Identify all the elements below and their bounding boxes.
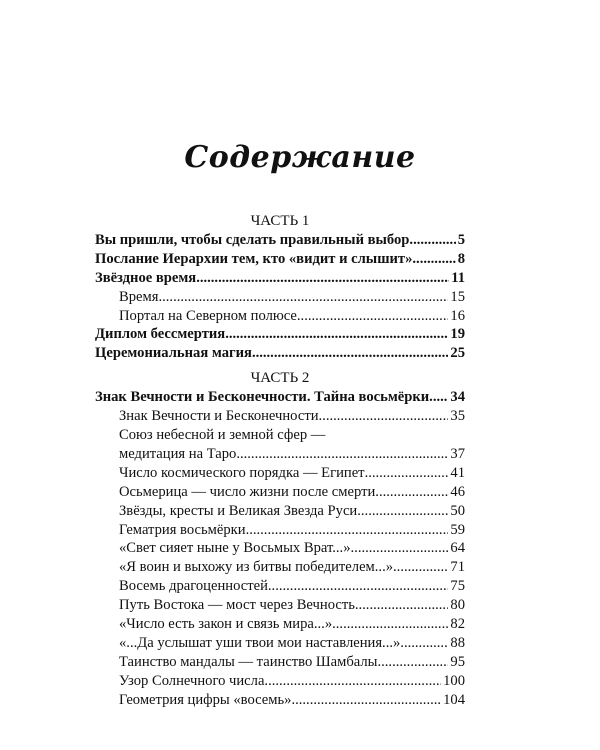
- toc-entry-title: Число космического порядка — Египет: [119, 464, 365, 481]
- toc-page-number: 16: [450, 307, 465, 324]
- toc-page-number: 80: [450, 597, 465, 614]
- toc-entry: [95, 445, 465, 464]
- toc-entry-title-line: Союз небесной и земной сфер —: [119, 426, 326, 443]
- toc-page-number: 25: [450, 345, 465, 362]
- dot-leader: [319, 407, 449, 426]
- dot-leader: [429, 388, 448, 407]
- toc-page-number: 64: [450, 540, 465, 557]
- toc-entry: [95, 344, 465, 363]
- toc-page-number: 34: [450, 389, 465, 406]
- toc-entry: [95, 307, 465, 326]
- dot-leader: [196, 269, 449, 288]
- toc-page-number: 100: [443, 672, 465, 689]
- toc-entry-title: Время: [119, 288, 159, 305]
- dot-leader: [236, 445, 448, 464]
- toc-entry: [95, 577, 465, 596]
- toc-entry-title: Портал на Северном полюсе: [119, 307, 297, 324]
- dot-leader: [375, 483, 448, 502]
- toc-entry-title: Узор Солнечного числа: [119, 672, 265, 689]
- dot-leader: [297, 307, 449, 326]
- toc-entry-title: Церемониальная магия: [95, 345, 252, 362]
- toc-entry-title: Восемь драгоценностей: [119, 578, 268, 595]
- toc-entry: [95, 288, 465, 307]
- dot-leader: [332, 615, 448, 634]
- toc-entry-title: Диплом бессмертия: [95, 326, 226, 343]
- toc-entry: [95, 653, 465, 672]
- dot-leader: [246, 521, 449, 540]
- toc-entry-title: Вы пришли, чтобы сделать правильный выбор: [95, 231, 410, 248]
- toc-page-number: 37: [450, 445, 465, 462]
- toc-entry-title: Звёздное время: [95, 269, 197, 286]
- dot-leader: [264, 672, 441, 691]
- toc-entry-title: Знак Вечности и Бесконечности. Тайна восьмёрки: [95, 389, 430, 406]
- dot-leader: [412, 250, 455, 269]
- dot-leader: [225, 325, 448, 344]
- toc-entry-title: «...Да услышат уши твои мои наставления...»: [119, 634, 401, 651]
- toc-page-number: 104: [443, 691, 465, 708]
- toc-entry-title: Таинство мандалы — таинство Шамбалы: [119, 653, 378, 670]
- toc-entry: [95, 464, 465, 483]
- toc-page-number: 5: [457, 231, 465, 248]
- toc-page-number: 59: [450, 521, 465, 538]
- toc-page-number: 15: [450, 288, 465, 305]
- toc-entry-title: «Число есть закон и связь мира...»: [119, 616, 333, 633]
- toc-entry-title: Звёзды, кресты и Великая Звезда Руси: [119, 502, 358, 519]
- dot-leader: [355, 596, 449, 615]
- dot-leader: [291, 691, 441, 710]
- toc-entry: [95, 672, 465, 691]
- dot-leader: [365, 464, 449, 483]
- toc-entry-title: Путь Востока — мост через Вечность: [119, 597, 355, 614]
- dot-leader: [268, 577, 449, 596]
- toc-entry: [95, 483, 465, 502]
- toc-page-number: 95: [450, 653, 465, 670]
- toc-page-number: 82: [450, 616, 465, 633]
- toc-entry: [95, 502, 465, 521]
- dot-leader: [252, 344, 448, 363]
- toc-entry: [95, 269, 465, 288]
- dot-leader: [158, 288, 448, 307]
- toc-entry-title: Геометрия цифры «восемь»: [119, 691, 292, 708]
- dot-leader: [357, 502, 448, 521]
- toc-entry-title: Знак Вечности и Бесконечности: [119, 408, 319, 425]
- toc-entry: [95, 691, 465, 710]
- toc-page-number: 35: [450, 408, 465, 425]
- toc-entry: [95, 325, 465, 344]
- toc-entry-title: «Я воин и выхожу из битвы победителем...»: [119, 559, 394, 576]
- toc-entry: [95, 615, 465, 634]
- toc-entry: [95, 231, 465, 250]
- toc-entry-title: Послание Иерархии тем, кто «видит и слышит»: [95, 250, 413, 267]
- toc-entry: [95, 558, 465, 577]
- toc-entry-title: «Свет сияет ныне у Восьмых Врат...»: [119, 540, 351, 557]
- toc-page-number: 88: [450, 634, 465, 651]
- toc-entry: [95, 407, 465, 426]
- part-heading: ЧАСТЬ 1: [250, 213, 310, 229]
- toc-page-number: 50: [450, 502, 465, 519]
- toc-entry-title: Гематрия восьмёрки: [119, 521, 246, 538]
- toc-page-number: 46: [450, 483, 465, 500]
- toc-page-number: 75: [450, 578, 465, 595]
- part-heading: ЧАСТЬ 2: [250, 370, 310, 387]
- toc-page-number: 71: [450, 559, 465, 576]
- dot-leader: [400, 634, 448, 653]
- page-title: Содержание: [184, 140, 416, 175]
- toc-page-number: 11: [451, 269, 465, 286]
- toc-entry: [95, 634, 465, 653]
- table-of-contents: [95, 212, 465, 710]
- toc-entry: [95, 596, 465, 615]
- toc-page-number: 19: [450, 326, 465, 343]
- toc-entry-title: медитация на Таро: [119, 445, 237, 462]
- dot-leader: [393, 558, 448, 577]
- dot-leader: [351, 539, 449, 558]
- toc-page-number: 8: [457, 250, 465, 267]
- dot-leader: [409, 231, 455, 250]
- toc-entry: [95, 250, 465, 269]
- dot-leader: [377, 653, 448, 672]
- toc-entry: [95, 539, 465, 558]
- toc-page-number: 41: [450, 464, 465, 481]
- toc-entry: [95, 388, 465, 407]
- toc-entry-title: Осьмерица — число жизни после смерти: [119, 483, 376, 500]
- toc-entry: [95, 521, 465, 540]
